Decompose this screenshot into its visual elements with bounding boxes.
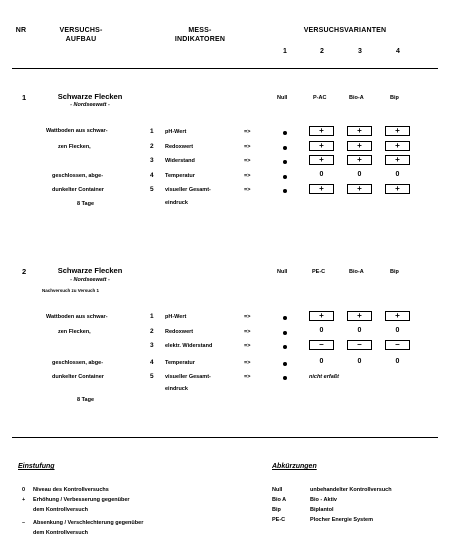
section1-ind2-v4: + bbox=[385, 141, 410, 151]
section2-ind3-num: 3 bbox=[150, 342, 154, 349]
section1-ind1-null-dot bbox=[283, 131, 287, 135]
legend-item-1-sym: + bbox=[22, 497, 26, 503]
section2-ind4-arrow: => bbox=[244, 360, 251, 366]
header-col-3: 3 bbox=[357, 48, 363, 55]
legend-item-2-text1: Absenkung / Verschlechterung gegenüber bbox=[33, 520, 144, 526]
section2-ind1-null-dot bbox=[283, 316, 287, 320]
section1-subtitle: - Nordseewatt - bbox=[70, 102, 110, 108]
section2-title: Schwarze Flecken bbox=[57, 266, 123, 275]
section2-ind2-v4: 0 bbox=[395, 327, 400, 334]
section1-ind5-arrow: => bbox=[244, 187, 251, 193]
section2-ind2-arrow: => bbox=[244, 329, 251, 335]
section1-setup-line5: dunkelter Container bbox=[52, 187, 104, 193]
section1-ind4-null-dot bbox=[283, 175, 287, 179]
section2-ind3-v3: – bbox=[347, 340, 372, 350]
section2-setup-line1: Wattboden aus schwar- bbox=[46, 314, 108, 320]
section2-subtitle: - Nordseewatt - bbox=[70, 277, 110, 283]
section1-ind2-v2: + bbox=[309, 141, 334, 151]
section2-ind5-null-dot bbox=[283, 376, 287, 380]
section1-ind2-arrow: => bbox=[244, 144, 251, 150]
section2-ind1-num: 1 bbox=[150, 313, 154, 320]
header-col-2: 2 bbox=[319, 48, 325, 55]
header-aufbau-line2: AUFBAU bbox=[65, 36, 97, 43]
section2-ind1-arrow: => bbox=[244, 314, 251, 320]
section2-ind4-num: 4 bbox=[150, 359, 154, 366]
section2-ind2-v3: 0 bbox=[357, 327, 362, 334]
section1-ind3-num: 3 bbox=[150, 157, 154, 164]
section2-setup-line5: dunkelter Container bbox=[52, 374, 104, 380]
section1-ind1-arrow: => bbox=[244, 129, 251, 135]
section1-ind2-label: Redoxwert bbox=[165, 144, 194, 150]
section1-ind3-v2: + bbox=[309, 155, 334, 165]
section1-ind2-num: 2 bbox=[150, 143, 154, 150]
section1-ind4-v2: 0 bbox=[319, 171, 324, 178]
section1-ind1-v3: + bbox=[347, 126, 372, 136]
section1-setup-line1: Wattboden aus schwar- bbox=[46, 128, 108, 134]
header-aufbau-line1: VERSUCHS- bbox=[59, 27, 103, 34]
section2-ind1-label: pH-Wert bbox=[165, 314, 187, 320]
section1-ind2-v3: + bbox=[347, 141, 372, 151]
section1-ind5-v2: + bbox=[309, 184, 334, 194]
section2-ind4-label: Temperatur bbox=[165, 360, 195, 366]
section2-ind3-label: elektr. Widerstand bbox=[165, 343, 213, 349]
abbr-item-2-key: Bip bbox=[272, 507, 281, 513]
abbr-item-0-key: Null bbox=[272, 487, 283, 493]
section1-setup-line2: zen Flecken, bbox=[58, 144, 91, 150]
section2-ind3-arrow: => bbox=[244, 343, 251, 349]
legend-item-0-text: Niveau des Kontrollversuchs bbox=[33, 487, 109, 493]
section1-ind2-null-dot bbox=[283, 146, 287, 150]
header-col-1: 1 bbox=[282, 48, 288, 55]
section1-variant-1: Null bbox=[277, 95, 288, 101]
legend-item-1-text1: Erhöhung / Verbesserung gegenüber bbox=[33, 497, 130, 503]
section2-setup-line6: 8 Tage bbox=[77, 397, 95, 403]
section2-ind5-arrow: => bbox=[244, 374, 251, 380]
section1-ind1-label: pH-Wert bbox=[165, 129, 187, 135]
section1-ind4-num: 4 bbox=[150, 172, 154, 179]
section2-ind3-null-dot bbox=[283, 345, 287, 349]
section1-ind4-v4: 0 bbox=[395, 171, 400, 178]
section1-ind3-label: Widerstand bbox=[165, 158, 195, 164]
header-mess bbox=[160, 26, 240, 44]
section2-variant-4: Bip bbox=[390, 269, 399, 275]
section2-ind1-v4: + bbox=[385, 311, 410, 321]
section1-ind4-label: Temperatur bbox=[165, 173, 195, 179]
section1-variant-2: P-AC bbox=[313, 95, 327, 101]
header-divider bbox=[12, 68, 438, 69]
legend-item-2-sym: – bbox=[22, 520, 26, 526]
header-varianten: VERSUCHSVARIANTEN bbox=[303, 27, 387, 34]
section2-note: Nachversuch zu Versuch 1 bbox=[42, 288, 100, 293]
section1-ind4-v3: 0 bbox=[357, 171, 362, 178]
section1-ind1-v2: + bbox=[309, 126, 334, 136]
section2-ind4-v4: 0 bbox=[395, 358, 400, 365]
legend-title: Einstufung bbox=[18, 463, 55, 470]
section1-ind3-v3: + bbox=[347, 155, 372, 165]
header-col-4: 4 bbox=[395, 48, 401, 55]
section1-ind5-label2: eindruck bbox=[165, 200, 188, 206]
legend-item-0-sym: 0 bbox=[22, 487, 26, 493]
section1-ind1-v4: + bbox=[385, 126, 410, 136]
section2-ind5-label: visueller Gesamt- bbox=[165, 374, 211, 380]
section2-ind1-v2: + bbox=[309, 311, 334, 321]
section2-ind2-v2: 0 bbox=[319, 327, 324, 334]
section2-ind4-v3: 0 bbox=[357, 358, 362, 365]
section1-ind5-null-dot bbox=[283, 189, 287, 193]
section1-ind5-v4: + bbox=[385, 184, 410, 194]
abbr-item-1-key: Bio A bbox=[272, 497, 287, 503]
section1-ind3-null-dot bbox=[283, 160, 287, 164]
legend-item-1-text2: dem Kontrollversuch bbox=[33, 507, 89, 513]
section1-ind3-arrow: => bbox=[244, 158, 251, 164]
section2-ind5-not-captured: nicht erfaßt bbox=[309, 374, 339, 380]
section1-title: Schwarze Flecken bbox=[57, 92, 123, 101]
section2-nr: 2 bbox=[22, 267, 27, 276]
section2-ind1-v3: + bbox=[347, 311, 372, 321]
section1-setup-line6: 8 Tage bbox=[77, 201, 95, 207]
header-nr: NR bbox=[15, 27, 27, 34]
section2-setup-line2: zen Flecken, bbox=[58, 329, 91, 335]
legend-item-2-text2: dem Kontrollversuch bbox=[33, 530, 89, 536]
section1-ind3-v4: + bbox=[385, 155, 410, 165]
section2-ind4-v2: 0 bbox=[319, 358, 324, 365]
section2-ind5-label2: eindruck bbox=[165, 386, 188, 392]
section1-ind4-arrow: => bbox=[244, 173, 251, 179]
header-mess-line1: MESS- bbox=[188, 27, 212, 34]
legend-divider bbox=[12, 437, 438, 438]
abbr-item-3-key: PE-C bbox=[272, 517, 286, 523]
section2-ind2-null-dot bbox=[283, 331, 287, 335]
abbr-item-0-value: unbehandelter Kontrollversuch bbox=[310, 487, 392, 493]
section2-ind3-v4: – bbox=[385, 340, 410, 350]
section1-setup-line4: geschlossen, abge- bbox=[52, 173, 104, 179]
section2-ind5-num: 5 bbox=[150, 373, 154, 380]
header-aufbau bbox=[46, 26, 116, 44]
section2-ind2-label: Redoxwert bbox=[165, 329, 194, 335]
section2-ind2-num: 2 bbox=[150, 328, 154, 335]
section1-variant-3: Bio-A bbox=[349, 95, 364, 101]
section1-ind1-num: 1 bbox=[150, 128, 154, 135]
section2-setup-line4: geschlossen, abge- bbox=[52, 360, 104, 366]
abbr-title: Abkürzungen bbox=[272, 463, 317, 470]
section1-ind5-v3: + bbox=[347, 184, 372, 194]
abbr-item-3-value: Plocher Energie System bbox=[310, 517, 373, 523]
section1-variant-4: Bip bbox=[390, 95, 399, 101]
abbr-item-2-value: Biplantol bbox=[310, 507, 334, 513]
section1-ind5-label: visueller Gesamt- bbox=[165, 187, 211, 193]
header-mess-line2: INDIKATOREN bbox=[174, 36, 226, 43]
section1-nr: 1 bbox=[22, 93, 27, 102]
section2-variant-3: Bio-A bbox=[349, 269, 364, 275]
section2-variant-1: Null bbox=[277, 269, 288, 275]
abbr-item-1-value: Bio - Aktiv bbox=[310, 497, 337, 503]
section2-ind3-v2: – bbox=[309, 340, 334, 350]
section2-ind4-null-dot bbox=[283, 362, 287, 366]
section1-ind5-num: 5 bbox=[150, 186, 154, 193]
section2-variant-2: PE-C bbox=[312, 269, 326, 275]
